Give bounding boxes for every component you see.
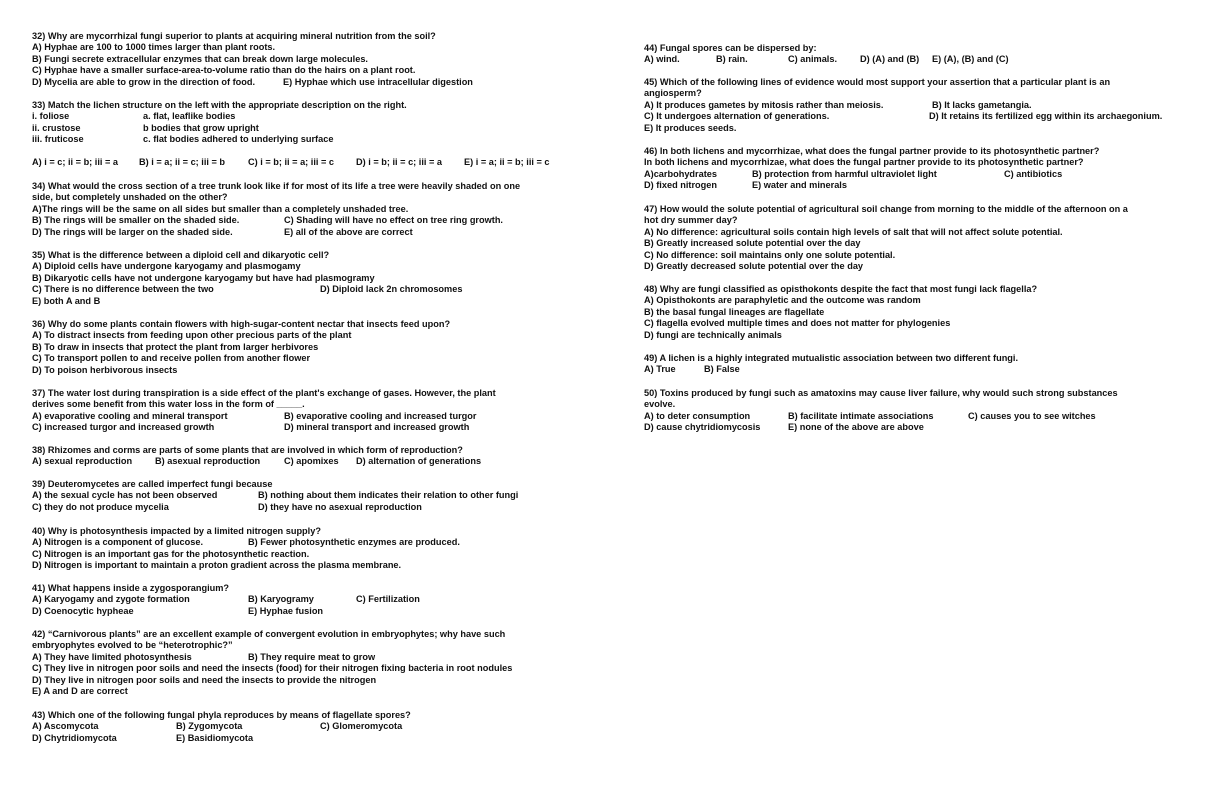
option-d: D) Diploid lack 2n chromosomes (320, 284, 463, 295)
question-stem-cont: side, but completely unshaded on the other? (32, 192, 228, 203)
option-e: E) Hyphae which use intracellular digestion (283, 76, 473, 87)
lichen-structure: ii. crustose (32, 122, 81, 133)
option-e: E) Basidiomycota (176, 732, 254, 743)
option-d: D) alternation of generations (356, 456, 482, 467)
option-a: A) evaporative cooling and mineral transport (32, 410, 228, 421)
option-d: D) Coenocytic hypheae (32, 605, 134, 616)
option-a: A) Nitrogen is a component of glucose. (32, 537, 204, 548)
lichen-description: b bodies that grow upright (143, 122, 259, 133)
question-46 (644, 146, 1204, 192)
option-d: D) It retains its fertilized egg within its archaegonium. (929, 111, 1163, 122)
option-d: D) Mycelia are able to grow in the direction of food. (32, 76, 256, 87)
option-a: A) i = c; ii = b; iii = a (32, 156, 119, 167)
option-a: A) Opisthokonts are paraphyletic and the outcome was random (644, 295, 921, 306)
option-e: E) none of the above are above (788, 422, 924, 433)
question-49 (644, 353, 1204, 376)
question-stem: 43) Which one of the following fungal phyla reproduces by means of flagellate spores? (32, 710, 411, 720)
question-stem: 48) Why are fungi classified as opisthokonts despite the fact that most fungi lack flagella? (644, 284, 1038, 294)
option-a: A) Diploid cells have undergone karyogamy and plasmogamy (32, 261, 301, 272)
option-d: D) they have no asexual reproduction (258, 501, 422, 512)
question-stem-cont: angiosperm? (644, 88, 702, 99)
lichen-description: a. flat, leaflike bodies (143, 111, 236, 122)
question-40 (32, 526, 592, 572)
option-d: D) Nitrogen is important to maintain a proton gradient across the plasma membrane. (32, 560, 402, 571)
option-b: B) To draw in insects that protect the plant from larger herbivores (32, 341, 319, 352)
option-e: E) It produces seeds. (644, 122, 737, 133)
lichen-structure: iii. fruticose (32, 134, 84, 145)
question-stem: 39) Deuteromycetes are called imperfect fungi because (32, 479, 273, 489)
option-c: C) They live in nitrogen poor soils and need the insects (food) for their nitrogen fixing bacteria in root nodules (32, 663, 513, 674)
option-b: B) The rings will be smaller on the shaded side. (32, 215, 240, 226)
option-c: C) Glomeromycota (320, 721, 403, 732)
question-47 (644, 204, 1204, 272)
question-35 (32, 250, 592, 307)
option-b: B) Dikaryotic cells have not undergone karyogamy but have had plasmogramy (32, 272, 375, 283)
option-c: C) apomixes (284, 456, 339, 467)
option-b: B) rain. (716, 54, 748, 65)
option-c: C) flagella evolved multiple times and does not matter for phylogenies (644, 318, 951, 329)
option-b: B) Fungi secrete extracellular enzymes that can break down large molecules. (32, 53, 368, 64)
question-45 (644, 77, 1204, 134)
option-b: B) protection from harmful ultraviolet light (752, 168, 937, 179)
option-c: C) Nitrogen is an important gas for the photosynthetic reaction. (32, 548, 310, 559)
option-a: A) It produces gametes by mitosis rather than meiosis. (644, 99, 884, 110)
option-a: A) Ascomycota (32, 721, 99, 732)
question-33 (32, 100, 592, 168)
option-a: A)carbohydrates (644, 168, 718, 179)
question-34 (32, 181, 592, 238)
option-b: B) Fewer photosynthetic enzymes are produced. (248, 537, 460, 548)
option-c: C) antibiotics (1004, 168, 1063, 179)
option-a: A) sexual reproduction (32, 456, 133, 467)
question-stem-cont: derives some benefit from this water loss in the form of _____. (32, 399, 305, 410)
question-stem: 49) A lichen is a highly integrated mutualistic association between two different fungi. (644, 353, 1019, 363)
option-a: A) To distract insects from feeding upon other precious parts of the plant (32, 330, 352, 341)
question-37 (32, 388, 592, 434)
question-39 (32, 479, 592, 513)
option-c: C) There is no difference between the two (32, 284, 214, 295)
option-b: B) the basal fungal lineages are flagellate (644, 306, 825, 317)
option-e: E) i = a; ii = b; iii = c (464, 156, 550, 167)
question-stem: 34) What would the cross section of a tree trunk look like if for most of its life a tree were heavily shaded on one (32, 181, 521, 191)
question-38 (32, 445, 592, 468)
option-d: D) (A) and (B) (860, 54, 920, 65)
question-stem: 47) How would the solute potential of agricultural soil change from morning to the middle of the afternoon on a (644, 204, 1128, 214)
question-stem-cont: embryophytes evolved to be “heterotrophic?” (32, 640, 233, 651)
question-43 (32, 710, 592, 744)
question-stem: 35) What is the difference between a diploid cell and dikaryotic cell? (32, 250, 330, 260)
question-32 (32, 31, 592, 88)
question-stem: 33) Match the lichen structure on the left with the appropriate description on the right. (32, 100, 407, 110)
option-e: E) water and minerals (752, 180, 847, 191)
lichen-description: c. flat bodies adhered to underlying surface (143, 134, 334, 145)
option-c: C) i = b; ii = a; iii = c (248, 156, 335, 167)
option-d: D) To poison herbivorous insects (32, 364, 178, 375)
option-b: B) False (704, 364, 740, 375)
option-e: E) A and D are correct (32, 685, 128, 696)
question-44 (644, 43, 1204, 66)
option-d: D) Chytridiomycota (32, 732, 117, 743)
question-41 (32, 583, 592, 617)
question-48 (644, 284, 1204, 341)
option-c: C) It undergoes alternation of generations. (644, 111, 830, 122)
question-stem-cont: evolve. (644, 399, 676, 410)
question-stem: 44) Fungal spores can be dispersed by: (644, 43, 817, 53)
option-c: C) Hyphae have a smaller surface-area-to-volume ratio than do the hairs on a plant root. (32, 65, 416, 76)
lichen-structure: i. foliose (32, 111, 70, 122)
option-e: E) Hyphae fusion (248, 605, 324, 616)
option-b: B) Karyogramy (248, 594, 314, 605)
question-stem: 45) Which of the following lines of evidence would most support your assertion that a particular plant is an (644, 77, 1111, 87)
option-c: C) Fertilization (356, 594, 420, 605)
option-d: D) fungi are technically animals (644, 329, 782, 340)
question-stem: 36) Why do some plants contain flowers with high-sugar-content nectar that insects feed upon? (32, 319, 451, 329)
question-stem: 41) What happens inside a zygosporangium? (32, 583, 230, 593)
option-a: A) the sexual cycle has not been observed (32, 490, 218, 501)
question-stem-cont: hot dry summer day? (644, 215, 738, 226)
option-d: D) cause chytridiomycosis (644, 422, 761, 433)
option-e: E) (A), (B) and (C) (932, 54, 1009, 65)
question-stem: 38) Rhizomes and corms are parts of some plants that are involved in which form of reproduction? (32, 445, 463, 455)
option-a: A) They have limited photosynthesis (32, 651, 192, 662)
question-stem: 46) In both lichens and mycorrhizae, what does the fungal partner provide to its photosynthetic partner? (644, 146, 1100, 156)
question-stem: 50) Toxins produced by fungi such as amatoxins may cause liver failure, why would such strong substances (644, 388, 1118, 398)
option-b: B) evaporative cooling and increased turgor (284, 410, 477, 421)
option-c: C) Shading will have no effect on tree ring growth. (284, 215, 503, 226)
option-b: B) It lacks gametangia. (932, 99, 1032, 110)
option-b: B) asexual reproduction (155, 456, 261, 467)
option-e: E) all of the above are correct (284, 226, 413, 237)
option-c: C) increased turgor and increased growth (32, 422, 215, 433)
option-d: D) i = b; ii = c; iii = a (356, 156, 443, 167)
option-a: A)The rings will be the same on all sides but smaller than a completely unshaded tree. (32, 203, 409, 214)
question-36 (32, 319, 592, 376)
option-d: D) fixed nitrogen (644, 180, 717, 191)
question-stem-repeat: In both lichens and mycorrhizae, what does the fungal partner provide to its photosynthetic partner? (644, 157, 1084, 168)
option-b: B) facilitate intimate associations (788, 410, 934, 421)
option-a: A) Karyogamy and zygote formation (32, 594, 190, 605)
option-c: C) animals. (788, 54, 838, 65)
option-b: B) Zygomycota (176, 721, 243, 732)
option-b: B) i = a; ii = c; iii = b (139, 156, 226, 167)
option-d: D) Greatly decreased solute potential over the day (644, 260, 864, 271)
option-c: C) they do not produce mycelia (32, 501, 169, 512)
option-d: D) The rings will be larger on the shaded side. (32, 226, 233, 237)
option-e: E) both A and B (32, 295, 101, 306)
question-stem: 40) Why is photosynthesis impacted by a limited nitrogen supply? (32, 526, 321, 536)
question-stem: 42) “Carnivorous plants” are an excellent example of convergent evolution in embryophytes; why have such (32, 629, 506, 639)
question-stem: 32) Why are mycorrhizal fungi superior to plants at acquiring mineral nutrition from the soil? (32, 31, 436, 41)
option-a: A) to deter consumption (644, 410, 751, 421)
option-a: A) Hyphae are 100 to 1000 times larger than plant roots. (32, 42, 276, 53)
option-a: A) True (644, 364, 676, 375)
option-a: A) No difference: agricultural soils contain high levels of salt that will not affect solute potential. (644, 226, 1063, 237)
question-stem: 37) The water lost during transpiration is a side effect of the plant's exchange of gases. However, the plant (32, 388, 496, 398)
option-a: A) wind. (644, 54, 680, 65)
option-b: B) They require meat to grow (248, 651, 376, 662)
option-c: C) To transport pollen to and receive pollen from another flower (32, 353, 311, 364)
option-b: B) nothing about them indicates their relation to other fungi (258, 490, 519, 501)
question-42 (32, 629, 592, 697)
option-c: C) causes you to see witches (968, 410, 1096, 421)
option-c: C) No difference: soil maintains only one solute potential. (644, 249, 896, 260)
option-b: B) Greatly increased solute potential over the day (644, 238, 861, 249)
question-50 (644, 388, 1204, 434)
option-d: D) mineral transport and increased growth (284, 422, 470, 433)
option-d: D) They live in nitrogen poor soils and need the insects to provide the nitrogen (32, 674, 377, 685)
